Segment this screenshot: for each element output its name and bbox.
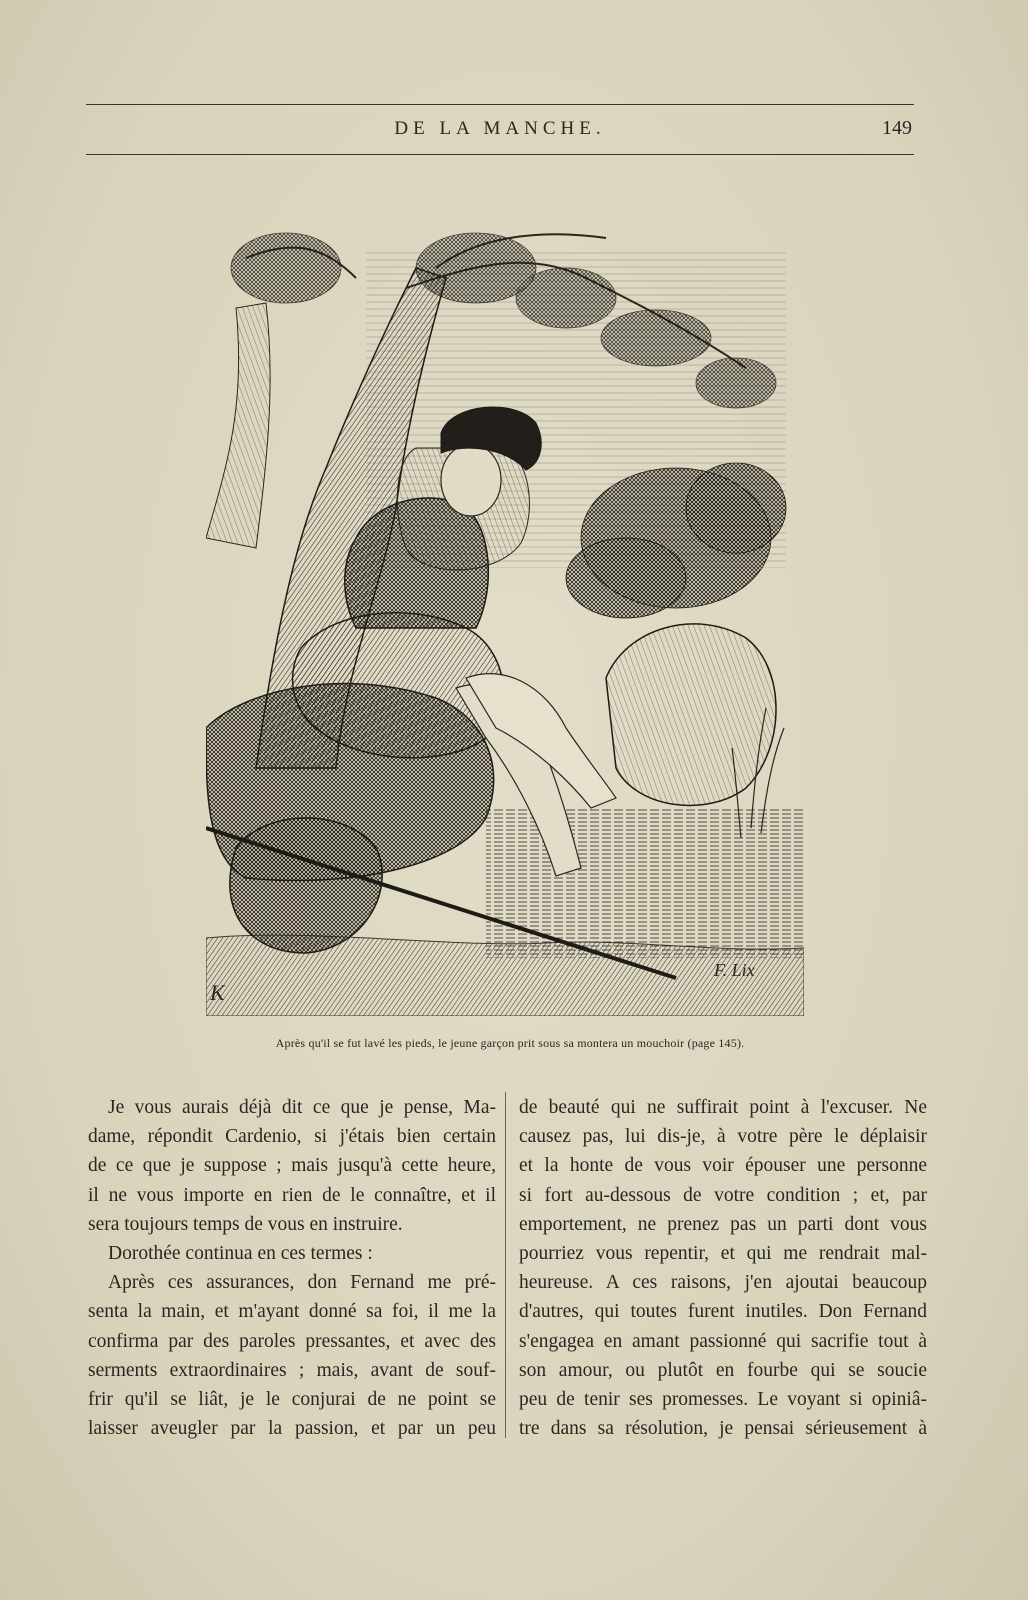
- text-line: et la honte de vous voir épouser une personne: [519, 1155, 927, 1177]
- page-number: 149: [882, 117, 912, 139]
- text-line: si fort au-dessous de votre condition ; et, par: [519, 1184, 927, 1206]
- text-column-right: [519, 1093, 927, 1443]
- text-line: senta la main, et m'ayant donné sa foi, il me la: [88, 1301, 496, 1323]
- engraver-mark-left: K: [210, 980, 225, 1005]
- text-line: Dorothée continua en ces termes :: [108, 1242, 373, 1264]
- engraver-mark-right: F. Lix: [714, 960, 755, 980]
- stream-water: [486, 808, 804, 958]
- tree-trunk-secondary: [206, 303, 270, 548]
- text-column-left: [88, 1093, 496, 1443]
- text-line: son amour, ou plutôt en fourbe qui se soucie: [519, 1359, 927, 1381]
- text-line: pourriez vous repentir, et qui me rendrait mal-: [519, 1242, 927, 1264]
- text-line: s'engagea en amant passionné qui sacrifie tout à: [519, 1330, 927, 1352]
- text-line: sera toujours temps de vous en instruire.: [88, 1213, 403, 1235]
- text-line: Je vous aurais déjà dit ce que je pense, Ma-: [108, 1097, 496, 1118]
- text-line: dame, répondit Cardenio, si j'étais bien certain: [88, 1126, 496, 1148]
- text-line: confirma par des paroles pressantes, et avec des: [88, 1330, 496, 1352]
- column-divider: [505, 1092, 506, 1438]
- text-line: de ce que je suppose ; mais jusqu'à cette heure,: [88, 1155, 496, 1177]
- text-line: peu de tenir ses promesses. Le voyant si opiniâ-: [519, 1388, 927, 1410]
- text-line: Après ces assurances, don Fernand me pré-: [108, 1272, 496, 1294]
- text-line: serments extraordinaires ; mais, avant de souf-: [88, 1359, 496, 1381]
- text-line: laisser aveugler par la passion, et par un peu: [88, 1418, 496, 1440]
- text-line: emportement, ne prenez pas un parti dont vous: [519, 1213, 927, 1235]
- text-line: frir qu'il se liât, je le conjurai de ne point se: [88, 1388, 496, 1410]
- header-rule-top: [86, 104, 914, 105]
- bundle: [230, 818, 382, 953]
- text-line: tre dans sa résolution, je pensai sérieusement à: [519, 1418, 927, 1440]
- header-rule-bottom: [86, 154, 914, 155]
- figure-face: [441, 444, 501, 516]
- engraving-illustration: [206, 208, 804, 1016]
- text-line: de beauté qui ne suffirait point à l'excuser. Ne: [519, 1097, 927, 1118]
- text-line: causez pas, lui dis-je, à votre père le déplaisir: [519, 1126, 927, 1148]
- figure-caption: Après qu'il se fut lavé les pieds, le jeune garçon prit sous sa montera un mouchoir (page 145).: [275, 1036, 745, 1050]
- text-line: il ne vous importe en rien de le connaître, et il: [88, 1184, 496, 1206]
- text-line: heureuse. A ces raisons, j'en ajoutai beaucoup: [519, 1272, 927, 1294]
- text-line: d'autres, qui toutes furent inutiles. Don Fernand: [519, 1301, 927, 1323]
- boulder: [606, 624, 776, 806]
- running-title: DE LA MANCHE.: [394, 118, 606, 139]
